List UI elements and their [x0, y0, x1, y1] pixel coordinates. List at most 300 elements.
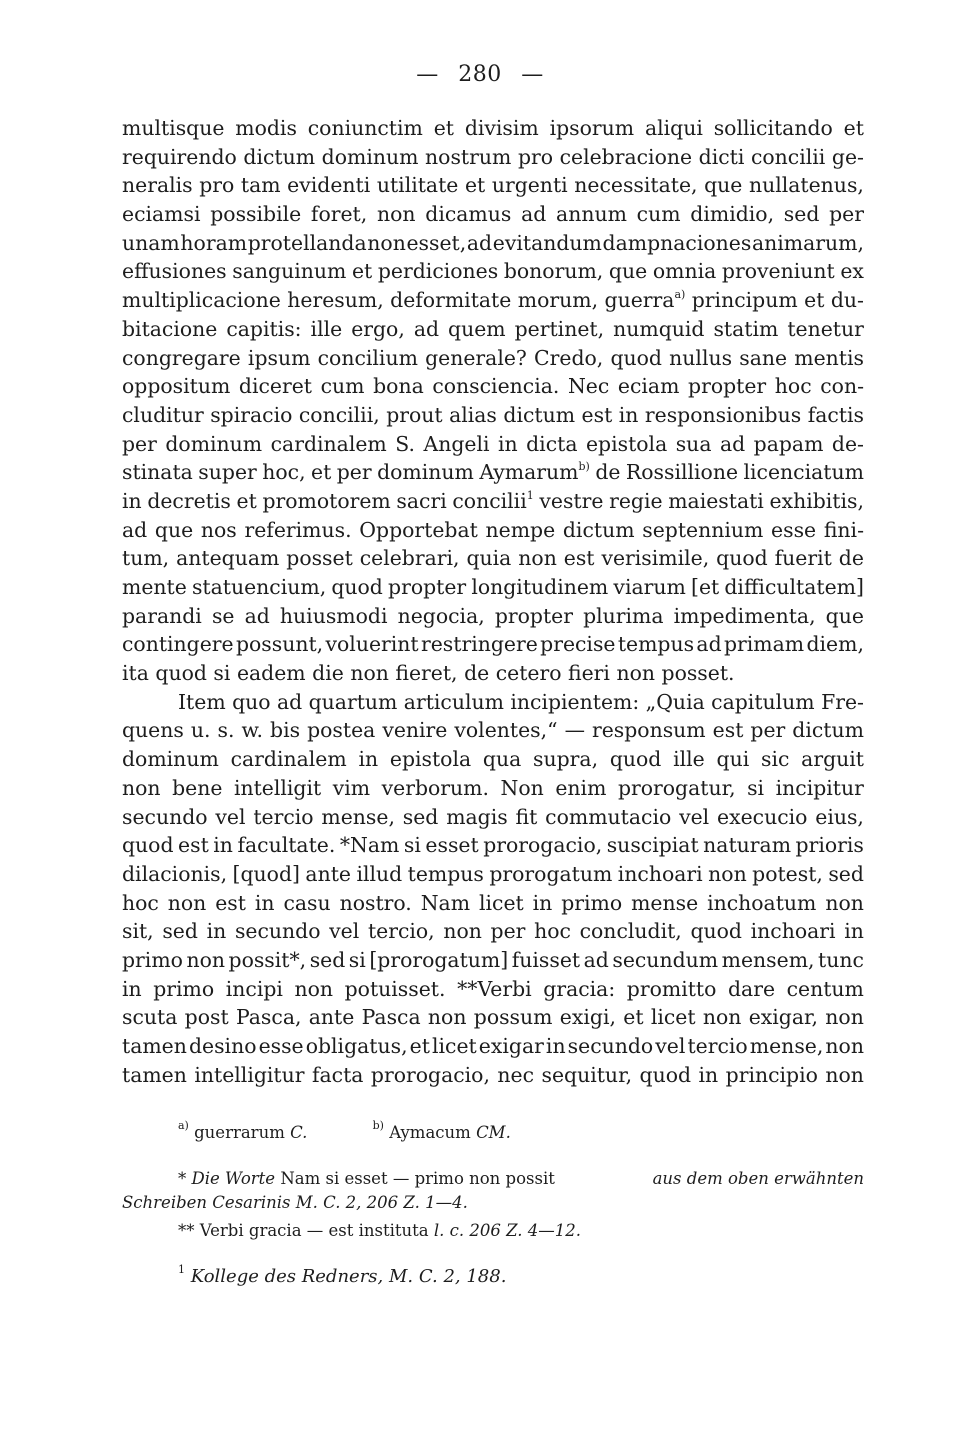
page-header [0, 62, 960, 87]
word: promitto [626, 976, 717, 1001]
word: nempe [485, 517, 556, 542]
word: que [608, 259, 648, 284]
variant-b-siglum: CM. [476, 1123, 511, 1142]
word: dictum [503, 402, 576, 427]
word: ad [696, 632, 722, 657]
word: nec [497, 1062, 535, 1087]
word: nullus [669, 345, 733, 370]
footnote-star-line2: Schreiben Cesarinis M. C. 2, 206 Z. 1—4. [122, 1193, 468, 1212]
word: exigar, [748, 1005, 818, 1030]
word: primo [561, 890, 623, 915]
word: hoc [534, 919, 571, 944]
word: secundo [234, 919, 321, 944]
text-line [122, 315, 864, 344]
word: restringere [420, 632, 538, 657]
word: responsionibus [644, 402, 802, 427]
word: in [206, 919, 227, 944]
word: intelligitur [194, 1062, 305, 1087]
word: bona [373, 374, 424, 399]
footnote-double-star-mark: ** [178, 1221, 195, 1240]
word: evidenti [287, 173, 371, 198]
word: bene [172, 775, 223, 800]
word: sed [162, 919, 198, 944]
word: fini- [823, 517, 864, 542]
word: in [358, 747, 379, 772]
word: ille [310, 316, 343, 341]
word: fuisset [511, 947, 581, 972]
word: S. [395, 431, 415, 456]
word: fit [515, 804, 538, 829]
word: mense [631, 890, 699, 915]
text-line [122, 544, 864, 573]
word: capitis: [226, 316, 302, 341]
word: ipsum [247, 345, 311, 370]
main-text [122, 114, 864, 1089]
variant-a-siglum: C. [290, 1123, 308, 1142]
word: est [712, 718, 744, 743]
word: du- [830, 288, 864, 313]
word: dare [727, 976, 776, 1001]
word: per [829, 202, 864, 227]
word: ille [673, 747, 705, 772]
word: sed [402, 804, 439, 829]
word: Non [500, 775, 544, 800]
word: mense, [321, 804, 395, 829]
word: primo [153, 976, 215, 1001]
footnote-star-roman: Nam si esset — primo non possit [280, 1169, 555, 1188]
word: in [122, 976, 142, 1001]
word: volentes,“ [454, 718, 558, 743]
word: evitandum [492, 230, 602, 255]
word: Nec [567, 374, 610, 399]
word: supra, [533, 747, 599, 772]
word: concilium [317, 345, 418, 370]
text-line [122, 200, 864, 229]
word: mentis [794, 345, 864, 370]
word: referimus. [244, 517, 352, 542]
word: generale? [425, 345, 527, 370]
variant-b [372, 1119, 511, 1142]
word: que [154, 517, 194, 542]
word: divisim [464, 116, 539, 140]
word: quod [155, 661, 207, 686]
word: et [804, 288, 825, 313]
word: super [198, 460, 257, 485]
word: dicti [698, 144, 745, 169]
word: ante [308, 1005, 355, 1030]
text-line [122, 286, 864, 315]
word: et [623, 1005, 644, 1030]
word: tercio, [367, 919, 435, 944]
word: congregare [122, 345, 241, 370]
word: est [563, 546, 595, 571]
word: nos [200, 517, 237, 542]
word: Opportebat [359, 517, 478, 542]
word: „Quia [645, 689, 705, 714]
word: ad [276, 689, 303, 714]
footnote-1-text: Kollege des Redners, M. C. 2, 188. [190, 1266, 507, 1287]
word: per [336, 460, 372, 485]
footnote-double-star-italic: l. c. 206 Z. 4—12. [433, 1221, 582, 1240]
word: coniunctim [307, 116, 423, 140]
word: aliqui [644, 116, 703, 140]
word: ex [840, 259, 864, 284]
word: hoc, [262, 460, 306, 485]
word: heresum, [287, 288, 384, 313]
word: primam [723, 632, 805, 657]
text-line [122, 372, 864, 401]
word: cum [636, 202, 681, 227]
text-line [122, 229, 864, 258]
word: tamen [122, 1062, 187, 1087]
word: Rossillione [625, 460, 739, 485]
word: quo [232, 689, 271, 714]
word: articulum [403, 689, 504, 714]
word: decretis [147, 488, 231, 513]
word: intelligit [233, 775, 322, 800]
word: ad [413, 316, 440, 341]
text-line [122, 975, 864, 1004]
word: longitudinem [471, 575, 609, 599]
text-line [122, 171, 864, 200]
word: secundum [612, 947, 719, 972]
word: enim [555, 775, 607, 800]
variant-a-mark: a) [178, 1119, 189, 1132]
word: in [532, 890, 553, 915]
word: negocia, [397, 603, 485, 628]
word: ante [305, 861, 351, 886]
word: posset. [661, 661, 735, 686]
word: dominum [165, 431, 263, 456]
word: ad [244, 603, 270, 628]
word: non [518, 546, 557, 571]
word: incipitur [775, 775, 864, 800]
word: hoc [774, 374, 812, 399]
variant-b-text: Aymacum [389, 1123, 471, 1142]
word: pro [517, 144, 554, 169]
word: eciam [617, 374, 680, 399]
header-dash-left: — [416, 62, 439, 87]
word: vel [655, 1034, 686, 1058]
text-line [122, 917, 864, 946]
word: in [545, 1034, 566, 1058]
word: postea [307, 718, 376, 743]
word: huiusmodi [279, 603, 388, 628]
word: sollicitando [713, 116, 833, 140]
word: principio [725, 1062, 818, 1087]
word: licenciatum [743, 460, 864, 485]
word: foret, [310, 202, 368, 227]
word: de [595, 460, 621, 485]
word: dilacionis, [122, 861, 228, 886]
word: ad [122, 517, 148, 542]
text-line [122, 516, 864, 545]
word: capitulum [711, 689, 815, 714]
word: casu [283, 890, 331, 915]
variant-b-mark: b) [372, 1119, 384, 1132]
word: s. [217, 718, 235, 743]
word: unam [122, 230, 180, 255]
word: inchoatum [707, 890, 817, 915]
word: incipi [225, 976, 283, 1001]
text-line [122, 630, 864, 659]
word: sit, [122, 919, 154, 944]
word: papam [753, 431, 824, 456]
word: tercio [687, 1034, 748, 1058]
word: verborum. [381, 775, 490, 800]
word: in [698, 1062, 719, 1087]
word: precise [540, 632, 616, 657]
word: licet [431, 1034, 477, 1058]
word: concilii$^1$ [452, 488, 534, 513]
word: omnia [652, 259, 717, 284]
word: venire [382, 718, 448, 743]
word: que [825, 603, 864, 628]
word: propter [388, 575, 467, 599]
word: non [708, 861, 747, 886]
text-line [122, 430, 864, 459]
word: non [367, 230, 406, 255]
word: sed [783, 202, 820, 227]
word: stinata [122, 460, 193, 485]
word: eciamsi [122, 202, 201, 227]
word: plurima [583, 603, 664, 628]
word: pro [199, 173, 235, 198]
word: dominum [122, 747, 219, 772]
word: ad [719, 431, 746, 456]
text-line [122, 774, 864, 803]
word: non [702, 1005, 742, 1030]
word: inchoari [750, 919, 836, 944]
word: dictum [243, 144, 316, 169]
word: et [311, 460, 332, 485]
word: quod [122, 833, 174, 858]
text-line [122, 143, 864, 172]
word: est [178, 833, 209, 858]
word: per [490, 919, 526, 944]
word: nostro. [339, 890, 412, 915]
footnote-star-line1 [122, 1167, 864, 1191]
word: prorogacio, [370, 1062, 490, 1087]
footnote-star [122, 1167, 864, 1215]
word: principum [691, 288, 798, 313]
word: possunt, [235, 632, 324, 657]
word: quod [331, 575, 383, 599]
variant-a [178, 1119, 308, 1142]
word: *Nam [339, 833, 400, 858]
word: con- [820, 374, 864, 399]
word: se [211, 603, 235, 628]
word: tempus [617, 632, 695, 657]
word: exigi, [559, 1005, 616, 1030]
text-line [122, 1061, 864, 1090]
word: licet [650, 1005, 696, 1030]
word: in [254, 890, 275, 915]
word: concilii, [298, 402, 380, 427]
word: non [427, 1005, 467, 1030]
word: qua [482, 747, 522, 772]
footnote-star-mark: * [178, 1169, 187, 1188]
footnote-star-italic-b: aus dem oben erwähnten [652, 1169, 864, 1188]
word: morum, [517, 288, 599, 313]
word: statuencium, [191, 575, 327, 599]
word: sed [309, 947, 346, 972]
word: vel [679, 804, 710, 829]
word: incipientem: [510, 689, 640, 714]
word: potest, [752, 861, 823, 886]
word: tum, [122, 546, 170, 571]
word: et [409, 1034, 430, 1058]
word: de- [831, 431, 864, 456]
word: sanguinum [232, 259, 347, 284]
word: ge- [831, 144, 864, 169]
word: in [122, 488, 142, 513]
word: quod [610, 345, 662, 370]
word: possit*, [228, 947, 307, 972]
word: qui [716, 747, 750, 772]
word: Aymarum$^{b)}$ [479, 460, 590, 485]
word: non [825, 890, 864, 915]
word: protellanda [247, 230, 367, 255]
word: non [825, 1062, 864, 1087]
word: requirendo [122, 144, 237, 169]
word: epistola [585, 431, 668, 456]
text-line [122, 114, 864, 143]
word: non [825, 1005, 864, 1030]
word: cardinalem [230, 747, 347, 772]
word: tunc [818, 947, 864, 972]
word: mensem, [721, 947, 815, 972]
word: possibile [210, 202, 302, 227]
word: que [704, 173, 743, 198]
word: quod [609, 747, 662, 772]
header-dash-right: — [521, 62, 544, 87]
word: nullatenus, [748, 173, 864, 198]
word: multiplicacione [122, 288, 281, 313]
word: exhibitis, [769, 488, 864, 513]
word: die [312, 661, 344, 686]
word: non [294, 976, 334, 1001]
word: Pasca [361, 1005, 421, 1030]
word: non [186, 947, 225, 972]
word: antequam [176, 546, 280, 571]
word: illud [356, 861, 403, 886]
word: diceret [238, 374, 312, 399]
word: in [213, 833, 233, 858]
word: non [122, 775, 161, 800]
word: parandi [122, 603, 202, 628]
word: quartum [308, 689, 398, 714]
word: nostrum [425, 144, 512, 169]
word: esse [258, 1034, 304, 1058]
word: cluditur [122, 402, 204, 427]
word: bis [270, 718, 301, 743]
word: celebracione [559, 144, 693, 169]
text-line [122, 688, 864, 717]
word: guerra$^{a)}$ [604, 288, 686, 313]
word: numquid [613, 316, 705, 341]
word: posset [286, 546, 353, 571]
word: quia [466, 546, 512, 571]
word: in [618, 402, 639, 427]
word: sacri [396, 488, 447, 513]
word: verisimile, [601, 546, 710, 571]
word: ad [466, 230, 493, 255]
word: quod [690, 919, 742, 944]
word: in [497, 431, 518, 456]
word: dicta [526, 431, 578, 456]
word: si [747, 775, 765, 800]
word: Angeli [423, 431, 490, 456]
word: commutacio [545, 804, 672, 829]
word: facultate. [237, 833, 336, 858]
word: vel [329, 919, 360, 944]
word: voluerint [325, 632, 419, 657]
text-line [122, 401, 864, 430]
word: suscipiat [606, 833, 699, 858]
word: et [843, 116, 864, 140]
word: tenetur [787, 316, 864, 341]
word: magis [446, 804, 508, 829]
word: si [348, 947, 366, 972]
word: urgenti [491, 173, 568, 198]
word: consciencia. [432, 374, 560, 399]
word: propter [688, 374, 767, 399]
text-line [122, 860, 864, 889]
word: per [122, 431, 157, 456]
text-line [122, 458, 864, 487]
word: arguit [801, 747, 864, 772]
word: effusiones [122, 259, 227, 284]
footnote-star-italic-a: Die Worte [191, 1169, 276, 1188]
word: Item [178, 689, 226, 714]
word: **Verbi [457, 976, 532, 1001]
word: dominum [321, 144, 419, 169]
word: sed [828, 861, 864, 886]
word: bonorum, [503, 259, 604, 284]
word: non [443, 919, 482, 944]
word: mense, [749, 1034, 824, 1058]
word: perdiciones [377, 259, 499, 284]
word: tamen [122, 1034, 187, 1058]
word: est [581, 402, 613, 427]
page-number: 280 [458, 62, 502, 87]
word: necessitate, [574, 173, 698, 198]
text-line [122, 602, 864, 631]
word: [prorogatum] [369, 947, 509, 972]
word: quem [448, 316, 506, 341]
word: vim [332, 775, 371, 800]
text-line [122, 889, 864, 918]
word: desino [188, 1034, 257, 1058]
text-line [122, 344, 864, 373]
word: statim [713, 316, 779, 341]
text-line [122, 1032, 864, 1061]
word: sane [739, 345, 788, 370]
footnote-1-mark: 1 [178, 1263, 185, 1276]
word: et [464, 173, 486, 198]
word: sic [761, 747, 790, 772]
word: Pasca, [235, 1005, 302, 1030]
text-line [122, 745, 864, 774]
word: et [351, 259, 373, 284]
word: exigar [478, 1034, 544, 1058]
word: [et [691, 575, 720, 599]
text-line [122, 716, 864, 745]
word: per [750, 718, 786, 743]
word: responsum [591, 718, 706, 743]
word: propter [494, 603, 573, 628]
